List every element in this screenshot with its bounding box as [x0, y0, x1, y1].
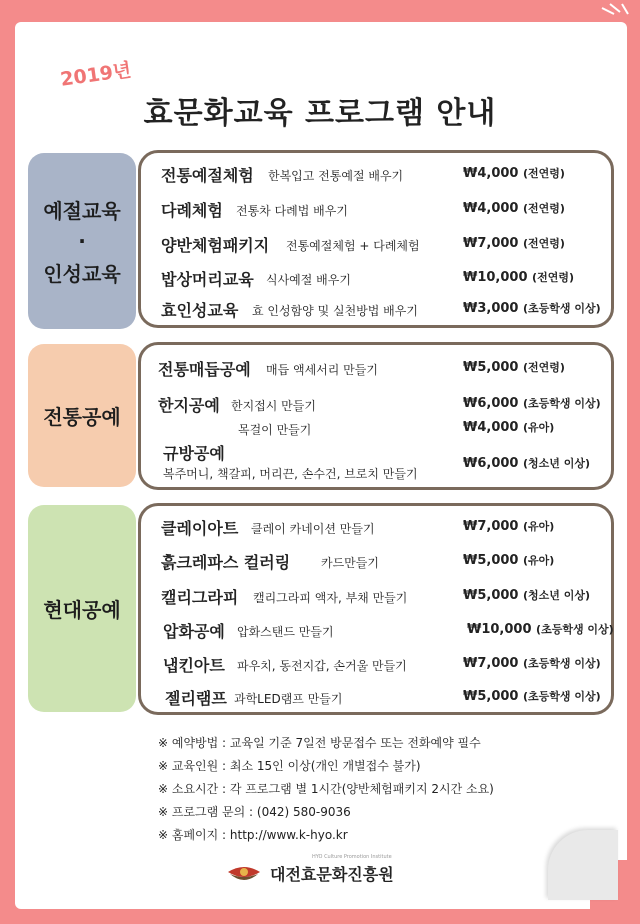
sparkle-lines-icon: [596, 2, 636, 26]
program-name: 냅킨아트: [163, 656, 225, 675]
institute-emblem-icon: [226, 858, 262, 888]
note-duration: ※ 소요시간 : 각 프로그램 별 1시간(양반체험패키지 2시간 소요): [158, 782, 494, 796]
program-row: [141, 516, 611, 546]
program-name: 압화공예: [163, 622, 225, 641]
program-desc: 복주머니, 책갈피, 머리끈, 손수건, 브로치 만들기: [163, 467, 418, 481]
program-price: ₩3,000 (초등학생 이상): [463, 301, 601, 316]
program-desc: 전통예절체험 + 다례체험: [286, 239, 420, 253]
program-desc: 압화스탠드 만들기: [237, 625, 334, 639]
program-price: ₩7,000 (유아): [463, 519, 555, 534]
program-name: 흙크레파스 컬러링: [161, 553, 291, 572]
program-row: [141, 233, 611, 263]
program-name: 다례체험: [161, 201, 223, 220]
program-box-traditional-craft: [138, 342, 614, 490]
program-name: 양반체험패키지: [161, 236, 270, 255]
program-price: ₩4,000 (전연령): [463, 166, 565, 181]
program-name: 밥상머리교육: [161, 270, 254, 289]
page-title: 효문화교육 프로그램 안내: [143, 96, 497, 131]
program-name: 규방공예: [163, 444, 225, 463]
info-notes: [158, 732, 494, 847]
note-contact: ※ 프로그램 문의 : (042) 580-9036: [158, 805, 351, 819]
program-desc: 식사예절 배우기: [266, 273, 351, 287]
program-name: 한지공예: [158, 396, 220, 415]
category-label: 인성교육: [43, 262, 121, 286]
note-reservation: ※ 예약방법 : 교육일 기준 7일전 방문접수 또는 전화예약 필수: [158, 736, 481, 750]
category-label: 예절교육: [43, 199, 121, 223]
program-desc: 목걸이 만들기: [238, 423, 312, 437]
program-desc: 카드만들기: [321, 556, 379, 570]
program-row: [141, 441, 611, 485]
program-desc: 전통차 다례법 배우기: [236, 204, 348, 218]
logo-name: 대전효문화진흥원: [270, 864, 394, 884]
program-desc: 매듭 액세서리 만들기: [266, 363, 378, 377]
category-modern-craft: [28, 505, 136, 712]
program-desc: 캘리그라피 액자, 부채 만들기: [253, 591, 408, 605]
program-desc: 과학LED램프 만들기: [234, 692, 343, 706]
program-price: ₩5,000 (청소년 이상): [463, 588, 591, 603]
program-price: ₩5,000 (전연령): [463, 360, 565, 375]
program-row: [141, 357, 611, 387]
program-price: ₩6,000 (초등학생 이상): [463, 396, 601, 411]
program-price: ₩4,000 (전연령): [463, 201, 565, 216]
program-desc: 파우치, 동전지갑, 손거울 만들기: [237, 659, 407, 673]
category-label: 현대공예: [43, 598, 121, 622]
note-homepage: ※ 홈페이지 : http://www.k-hyo.kr: [158, 828, 348, 842]
category-etiquette: [28, 153, 136, 329]
category-traditional-craft: [28, 344, 136, 487]
program-price: ₩5,000 (유아): [463, 553, 555, 568]
program-box-modern-craft: [138, 503, 614, 715]
program-box-etiquette: [138, 150, 614, 328]
program-price: ₩10,000 (초등학생 이상): [467, 622, 614, 637]
program-name: 젤리램프: [165, 689, 227, 708]
program-name: 캘리그라피: [161, 588, 239, 607]
program-row: [141, 550, 611, 580]
note-headcount: ※ 교육인원 : 최소 15인 이상(개인 개별접수 불가): [158, 759, 421, 773]
program-row: [141, 267, 611, 297]
program-row: [141, 653, 611, 683]
program-desc: 한복입고 전통예절 배우기: [268, 169, 404, 183]
program-name: 클레이아트: [161, 519, 239, 538]
program-price: ₩6,000 (청소년 이상): [463, 456, 591, 471]
program-row: [141, 686, 611, 716]
program-name: 전통매듭공예: [158, 360, 251, 379]
program-desc: 클레이 카네이션 만들기: [251, 522, 375, 536]
category-label: 전통공예: [43, 405, 121, 429]
program-row: [141, 198, 611, 228]
program-row: [141, 585, 611, 615]
year-label: 2019년: [59, 59, 133, 91]
program-price: ₩10,000 (전연령): [463, 270, 574, 285]
category-separator: ·: [78, 229, 86, 253]
program-price: ₩5,000 (초등학생 이상): [463, 689, 601, 704]
institute-logo: [226, 853, 394, 888]
program-desc: 한지접시 만들기: [231, 399, 316, 413]
program-name: 전통예절체험: [161, 166, 254, 185]
program-desc: 효 인성함양 및 실천방법 배우기: [252, 304, 418, 318]
logo-tagline: HYO Culture Promotion Institute: [312, 853, 392, 860]
program-price: ₩4,000 (유아): [463, 420, 555, 435]
program-price: ₩7,000 (초등학생 이상): [463, 656, 601, 671]
program-row: [141, 163, 611, 193]
program-name: 효인성교육: [161, 301, 239, 320]
program-price: ₩7,000 (전연령): [463, 236, 565, 251]
program-row: [141, 298, 611, 328]
program-row: [141, 619, 614, 649]
